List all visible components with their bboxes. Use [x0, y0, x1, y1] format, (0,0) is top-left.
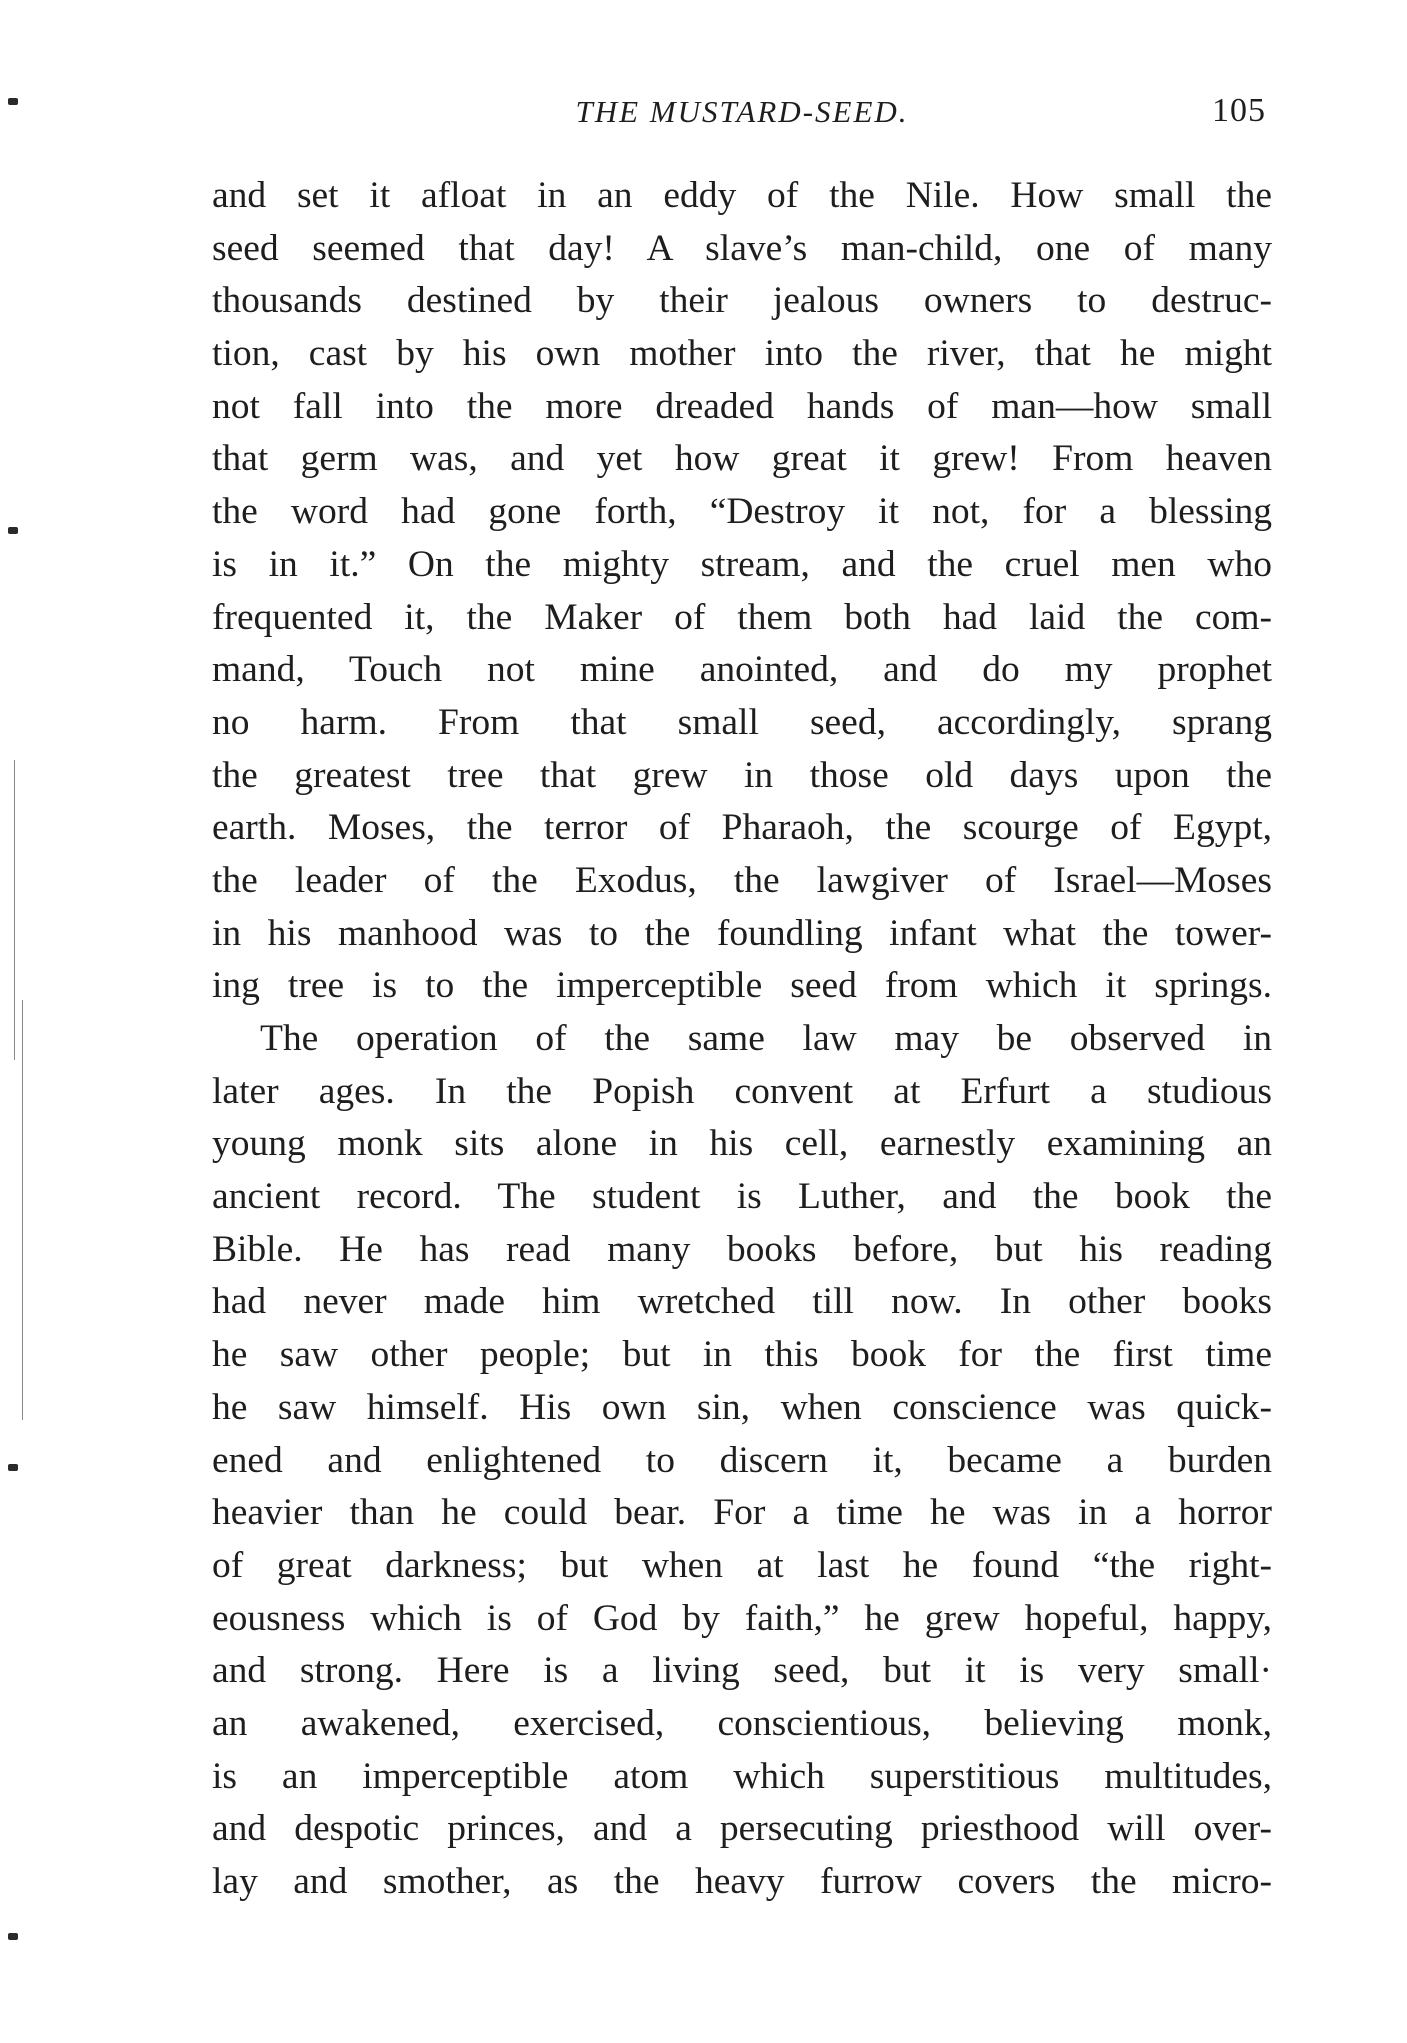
running-head [212, 88, 1272, 138]
text-line: an awakened, exercised, conscientious, believing monk, [212, 1702, 1272, 1744]
text-line: no harm. From that small seed, accordingly, sprang [212, 701, 1272, 743]
body-text [212, 170, 1272, 1909]
text-line: that germ was, and yet how great it grew! From heaven [212, 438, 1272, 480]
text-line: thousands destined by their jealous owners to destruc- [212, 280, 1272, 322]
text-line: later ages. In the Popish convent at Erfurt a studious [212, 1070, 1272, 1112]
text-line: is an imperceptible atom which superstitious multitudes, [212, 1755, 1272, 1797]
text-line: he saw himself. His own sin, when conscience was quick- [212, 1386, 1272, 1428]
text-line: Bible. He has read many books before, but his reading [212, 1228, 1272, 1270]
text-line: had never made him wretched till now. In other books [212, 1281, 1272, 1323]
paragraph-start-line: The operation of the same law may be observed in [260, 1018, 1272, 1059]
text-line: ened and enlightened to discern it, became a burden [212, 1439, 1272, 1481]
text-line: not fall into the more dreaded hands of man—how small [212, 385, 1272, 427]
text-line: in his manhood was to the foundling infant what the tower- [212, 912, 1272, 954]
text-line: he saw other people; but in this book for the first time [212, 1334, 1272, 1376]
text-line: young monk sits alone in his cell, earnestly examining an [212, 1123, 1272, 1165]
margin-speck [8, 1933, 18, 1940]
text-line: eousness which is of God by faith,” he grew hopeful, happy, [212, 1597, 1272, 1639]
text-line: the leader of the Exodus, the lawgiver of Israel—Moses [212, 859, 1272, 901]
text-line: tion, cast by his own mother into the river, that he might [212, 333, 1272, 375]
page-number: 105 [1212, 92, 1266, 129]
text-line: mand, Touch not mine anointed, and do my prophet [212, 649, 1272, 691]
text-line: lay and smother, as the heavy furrow covers the micro- [212, 1861, 1272, 1902]
text-line: and strong. Here is a living seed, but it is very small· [212, 1650, 1272, 1692]
text-line: frequented it, the Maker of them both had laid the com- [212, 596, 1272, 638]
margin-binding-line [14, 760, 15, 1060]
text-line: ing tree is to the imperceptible seed from which it springs. [212, 965, 1272, 1007]
text-line: is in it.” On the mighty stream, and the cruel men who [212, 543, 1272, 585]
margin-speck [8, 527, 18, 534]
text-line: the word had gone forth, “Destroy it not, for a blessing [212, 491, 1272, 533]
margin-binding-line [22, 1000, 23, 1420]
text-line: seed seemed that day! A slave’s man-child, one of many [212, 227, 1272, 269]
text-line: of great darkness; but when at last he found “the right- [212, 1544, 1272, 1586]
text-line: the greatest tree that grew in those old days upon the [212, 754, 1272, 796]
text-line: earth. Moses, the terror of Pharaoh, the scourge of Egypt, [212, 807, 1272, 849]
text-line: ancient record. The student is Luther, and the book the [212, 1176, 1272, 1218]
margin-speck [8, 1464, 18, 1471]
text-line: heavier than he could bear. For a time he was in a horror [212, 1492, 1272, 1534]
running-title: THE MUSTARD-SEED. [575, 94, 909, 129]
text-line: and despotic princes, and a persecuting priesthood will over- [212, 1808, 1272, 1850]
margin-speck [8, 98, 18, 105]
text-line: and set it afloat in an eddy of the Nile. How small the [212, 175, 1272, 216]
